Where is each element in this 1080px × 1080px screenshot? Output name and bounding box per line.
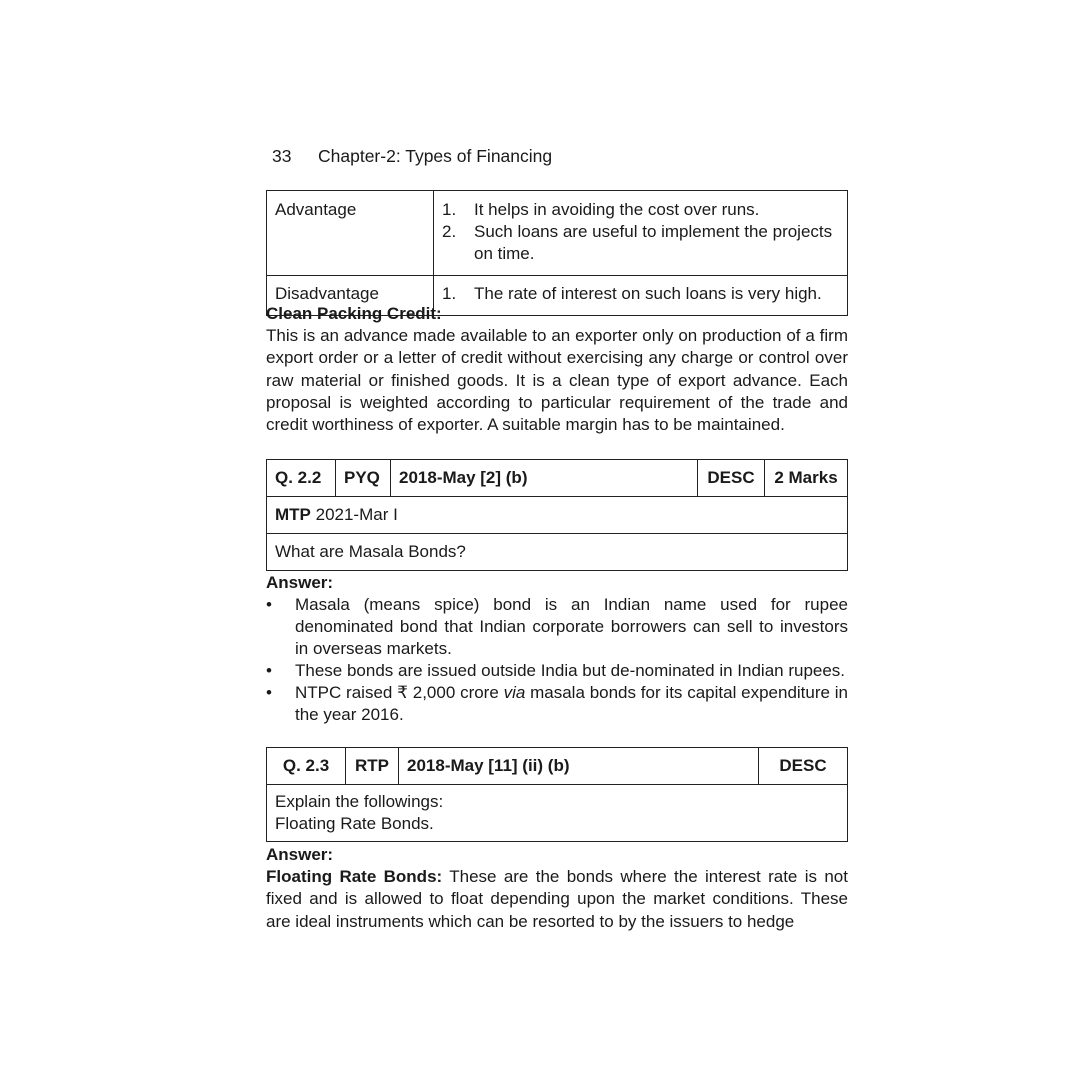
chapter-title: Chapter-2: Types of Financing xyxy=(318,146,553,166)
list-item xyxy=(440,283,841,305)
answer-bullets xyxy=(266,594,848,726)
clean-packing-section xyxy=(266,303,848,436)
question-kind: DESC xyxy=(698,460,765,497)
list-item xyxy=(266,682,848,726)
advantage-label: Advantage xyxy=(267,191,434,276)
question-header-row xyxy=(267,460,848,497)
question-table xyxy=(266,747,848,842)
question-2-2 xyxy=(266,459,848,726)
question-2-3 xyxy=(266,747,848,933)
question-text xyxy=(267,785,848,842)
bullet: • xyxy=(266,683,272,702)
advantage-cell xyxy=(434,191,848,276)
mtp-cell xyxy=(267,497,848,534)
list-item xyxy=(266,594,848,660)
disadvantage-label: Disadvantage xyxy=(267,276,434,316)
question-type: RTP xyxy=(346,748,399,785)
answer-term: Floating Rate Bonds: xyxy=(266,867,443,886)
question-ref: 2018-May [2] (b) xyxy=(391,460,698,497)
list-number: 1. xyxy=(442,284,457,303)
question-marks: 2 Marks xyxy=(765,460,848,497)
page-number: 33 xyxy=(272,146,292,166)
list-text: Such loans are useful to implement the projects on time. xyxy=(474,222,833,263)
answer-label: Answer: xyxy=(266,845,334,864)
italic-text: via xyxy=(503,683,526,702)
answer-label: Answer: xyxy=(266,573,334,592)
list-text: These bonds are issued outside India but de-nominated in Indian rupees. xyxy=(295,661,846,680)
answer-text: These are the bonds where the interest rate is not fixed and is allowed to float depending upon the market conditions. These are ideal instruments which can be resorted to by the issuers to hedge xyxy=(266,867,848,931)
list-text: The rate of interest on such loans is very high. xyxy=(474,284,822,303)
question-header-row xyxy=(267,748,848,785)
answer-body xyxy=(266,866,848,933)
list-text: It helps in avoiding the cost over runs. xyxy=(474,200,760,219)
section-heading: Clean Packing Credit: xyxy=(266,304,442,323)
question-number: Q. 2.2 xyxy=(267,460,336,497)
list-item xyxy=(440,199,841,221)
table-row xyxy=(267,191,848,276)
question-text: What are Masala Bonds? xyxy=(267,534,848,571)
list-text: NTPC raised ₹ 2,000 crore xyxy=(295,683,504,702)
question-ref: 2018-May [11] (ii) (b) xyxy=(399,748,759,785)
table-row xyxy=(267,497,848,534)
running-head xyxy=(272,146,552,167)
list-text: masala bonds for its capital expenditure in the year 2016. xyxy=(295,683,848,724)
list-item xyxy=(266,660,848,682)
table-row xyxy=(267,534,848,571)
question-number: Q. 2.3 xyxy=(267,748,346,785)
mtp-label: MTP xyxy=(275,505,311,524)
mtp-value: 2021-Mar I xyxy=(310,505,398,524)
list-text: Masala (means spice) bond is an Indian name used for rupee denominated bond that Indian corporate borrowers can sell to investors in overseas markets. xyxy=(295,595,848,658)
question-kind: DESC xyxy=(759,748,848,785)
section-body: This is an advance made available to an exporter only on production of a firm export order or a letter of credit without exercising any charge or control over raw material or finished goods. It is a clean type of export advance. Each proposal is weighted according to particular requirement of the trade and credit worthiness of exporter. A suitable margin has to be maintained. xyxy=(266,326,848,435)
advantage-table xyxy=(266,190,848,316)
table-row xyxy=(267,785,848,842)
list-number: 2. xyxy=(442,222,457,241)
question-type: PYQ xyxy=(336,460,391,497)
question-line: Floating Rate Bonds. xyxy=(275,814,434,833)
question-table xyxy=(266,459,848,571)
list-item xyxy=(440,221,841,265)
question-line: Explain the followings: xyxy=(275,792,444,811)
bullet: • xyxy=(266,661,272,680)
list-number: 1. xyxy=(442,200,457,219)
bullet: • xyxy=(266,595,272,614)
